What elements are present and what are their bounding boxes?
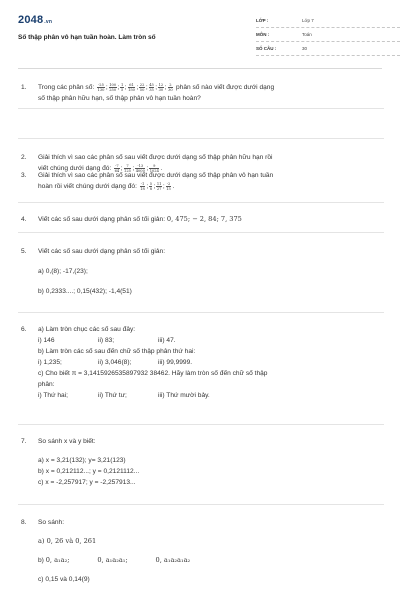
fraction	[139, 83, 145, 92]
fraction-numerator: 12	[158, 82, 164, 87]
fraction-numerator: -2	[166, 181, 171, 186]
item: i) 1,235;	[38, 359, 62, 366]
logo-main: 2048	[18, 14, 44, 26]
fraction-denominator: 30	[158, 87, 164, 92]
question-line	[38, 214, 400, 225]
fraction-numerator: 22	[139, 82, 145, 87]
question-6	[18, 324, 400, 401]
item: ii) 3,046(8);	[98, 359, 132, 366]
question-part-a: a) Làm tròn chục các số sau đây:	[38, 326, 136, 333]
fraction-denominator: 50	[139, 87, 145, 92]
question-line: Giải thích vì sao các phân số sau viết được dưới dạng số thập phân hữu hạn rồi	[38, 154, 273, 161]
math-expression: 0, a₁a₂a₁;	[97, 556, 128, 564]
meta-row-count	[256, 42, 400, 56]
fraction	[149, 83, 155, 92]
fraction-numerator: 9	[149, 164, 159, 169]
question-8	[18, 517, 400, 585]
fraction-numerator: -13	[135, 164, 145, 169]
fraction-numerator: 45	[149, 82, 154, 87]
fraction-denominator: 15	[166, 186, 171, 191]
question-part-b: b) x = 0,212112...; y = 0,2121112...	[38, 468, 140, 475]
meta-key: SỐ CÂU :	[256, 46, 277, 51]
fraction	[168, 83, 174, 92]
fraction-numerator: -25	[98, 82, 104, 87]
question-line: viết chúng dưới dạng đó: $\frac{-7}{64}$ ; $\frac{7}{125}$ ; $\frac{-13}{4000}$ ; $\frac{9}{1024}$ .	[38, 163, 163, 173]
logo-sub: .vn	[44, 19, 53, 25]
divider	[18, 202, 384, 203]
site-logo[interactable]	[18, 14, 52, 26]
question-part-b	[38, 555, 400, 566]
item: iii) 99,9999.	[158, 359, 193, 366]
question-line: Viết các số sau dưới dạng phân số tối giản:	[38, 248, 166, 255]
question-number: 3.	[21, 172, 27, 179]
fraction-denominator: 8	[149, 186, 152, 191]
fraction	[128, 83, 136, 92]
header-divider	[18, 68, 382, 69]
math-expression: 0, 475; − 2, 84; 7, 375	[166, 215, 242, 223]
fraction	[156, 182, 162, 191]
question-number: 1.	[21, 84, 27, 91]
question-5	[18, 246, 400, 297]
question-part-b: b) Làm tròn các số sau đến chữ số thập phân thứ hai:	[38, 348, 196, 355]
question-number: 5.	[21, 248, 27, 255]
fraction-numerator: 1	[120, 82, 124, 87]
fraction	[97, 83, 105, 92]
question-line: So sánh:	[38, 519, 65, 526]
fraction-numerator: -7	[115, 163, 119, 168]
fraction	[166, 182, 172, 191]
fraction-denominator: 27	[156, 186, 162, 191]
fraction-numerator: 100	[109, 82, 117, 87]
math-expression: 0, a₁a₂;	[45, 556, 70, 564]
question-4	[18, 214, 400, 225]
meta-row-subject	[256, 28, 400, 42]
question-part-a: a) 0, 26 và 0, 261	[38, 537, 97, 545]
fraction	[149, 182, 152, 191]
fraction-numerator: 61	[129, 82, 134, 87]
fraction-denominator: 250	[109, 87, 117, 92]
divider	[18, 108, 384, 109]
page-header	[18, 14, 382, 66]
question-line: Giải thích vì sao các phân số sau viết được dưới dạng số thập phân vô hạn tuần	[38, 172, 274, 179]
question-number: 2.	[21, 154, 27, 161]
meta-row-class	[256, 14, 400, 28]
fraction-numerator: 7	[124, 164, 132, 169]
fraction	[120, 83, 123, 92]
meta-key: MÔN :	[256, 32, 270, 37]
fraction-list: $\frac{-1}{18}$ ; $\frac{5}{8}$ ; $\frac{11}{27}$ ; $\frac{-2}{15}$	[140, 181, 171, 191]
part-label: b)	[38, 557, 44, 564]
fraction-denominator: 130	[97, 87, 105, 92]
divider	[18, 138, 384, 139]
divider	[18, 504, 384, 505]
question-text: Viết các số sau dưới dạng phân số tối giản:	[38, 216, 166, 223]
question-items	[38, 335, 400, 346]
fraction-numerator: -1	[140, 181, 145, 186]
question-line: So sánh x và y biết:	[38, 438, 96, 445]
question-part-c: c) x = -2,257917; y = -2,257913...	[38, 479, 136, 486]
fraction-denominator: 35	[149, 87, 154, 92]
fraction	[158, 83, 164, 92]
question-items	[38, 357, 400, 368]
item: iii) 47.	[158, 337, 176, 344]
fraction	[140, 182, 146, 191]
math-expression: 0, a₁a₂a₁a₂	[155, 556, 191, 564]
item: i) Thứ hai;	[38, 392, 68, 399]
meta-value: Toán	[302, 32, 312, 37]
divider	[18, 232, 384, 233]
question-part-c: c) Cho biết π = 3,1415926535897932 38462. Hãy làm tròn số đến chữ số thập	[38, 370, 268, 377]
question-number: 4.	[21, 216, 27, 223]
question-line: hoàn rồi viết chúng dưới dạng đó: $\frac{-1}{18}$ ; $\frac{5}{8}$ ; $\frac{11}{27}$ ; $\frac{-2}{15}$ .	[38, 181, 175, 191]
question-part-a: a) 0,(8); -17,(23);	[38, 268, 88, 275]
fraction-list: $\frac{-25}{130}$ ; $\frac{100}{250}$ ; $\frac{1}{5}$ ; $\frac{61}{150}$ ; $\frac{22}{50}$ ; $\frac{45}{35}$ ; $\frac{12}{30}$ ; $\frac{2}{30}$	[97, 82, 173, 92]
question-lead: viết chúng dưới dạng đó:	[38, 165, 112, 172]
fraction-denominator: 125	[124, 168, 131, 173]
meta-value: 30	[302, 46, 308, 51]
fraction-denominator: 4000	[135, 168, 145, 173]
fraction-denominator: 150	[128, 87, 135, 92]
question-number: 8.	[21, 519, 27, 526]
item: iii) Thứ mười bảy.	[158, 392, 210, 399]
divider	[18, 424, 384, 425]
question-1	[18, 82, 400, 104]
meta-key: LỚP :	[256, 18, 269, 23]
question-3	[18, 170, 400, 192]
fraction-list: $\frac{-7}{64}$ ; $\frac{7}{125}$ ; $\frac{-13}{4000}$ ; $\frac{9}{1024}$	[114, 163, 159, 173]
meta-value: Lớp 7	[302, 18, 314, 23]
item: i) 146	[38, 337, 55, 344]
divider	[18, 312, 384, 313]
fraction-numerator: 11	[156, 181, 162, 186]
fraction-denominator: 1024	[149, 168, 159, 173]
fraction-denominator: 64	[114, 168, 120, 173]
question-line	[38, 82, 400, 93]
question-tail: phân số nào viết được dưới dạng	[175, 84, 275, 91]
question-number: 7.	[21, 438, 27, 445]
question-number: 6.	[21, 326, 27, 333]
item: ii) Thứ tư;	[98, 392, 127, 399]
fraction-denominator: 5	[120, 87, 124, 92]
question-items	[38, 390, 400, 401]
fraction-denominator: 18	[140, 186, 145, 191]
fraction-numerator: 5	[149, 181, 152, 186]
fraction-numerator: 2	[169, 82, 172, 87]
question-7	[18, 436, 400, 488]
document-title: Số thập phân vô hạn tuần hoàn. Làm tròn số	[18, 34, 156, 41]
question-lead: hoàn rồi viết chúng dưới dạng đó:	[38, 183, 137, 190]
question-line: phân:	[38, 381, 55, 388]
item: ii) 83;	[98, 337, 115, 344]
meta-info	[256, 14, 400, 56]
question-line: số thập phân hữu hạn, số thập phân vô hạn tuần hoàn?	[38, 95, 201, 102]
question-part-a: a) x = 3,21(132); y= 3,21(123)	[38, 457, 126, 464]
fraction	[109, 83, 117, 92]
question-part-b: b) 0,2333....; 0,15(432); -1,4(51)	[38, 288, 132, 295]
question-part-c: c) 0,15 và 0,14(9)	[38, 576, 90, 583]
fraction-denominator: 30	[168, 87, 173, 92]
question-lead: Trong các phân số:	[38, 84, 95, 91]
